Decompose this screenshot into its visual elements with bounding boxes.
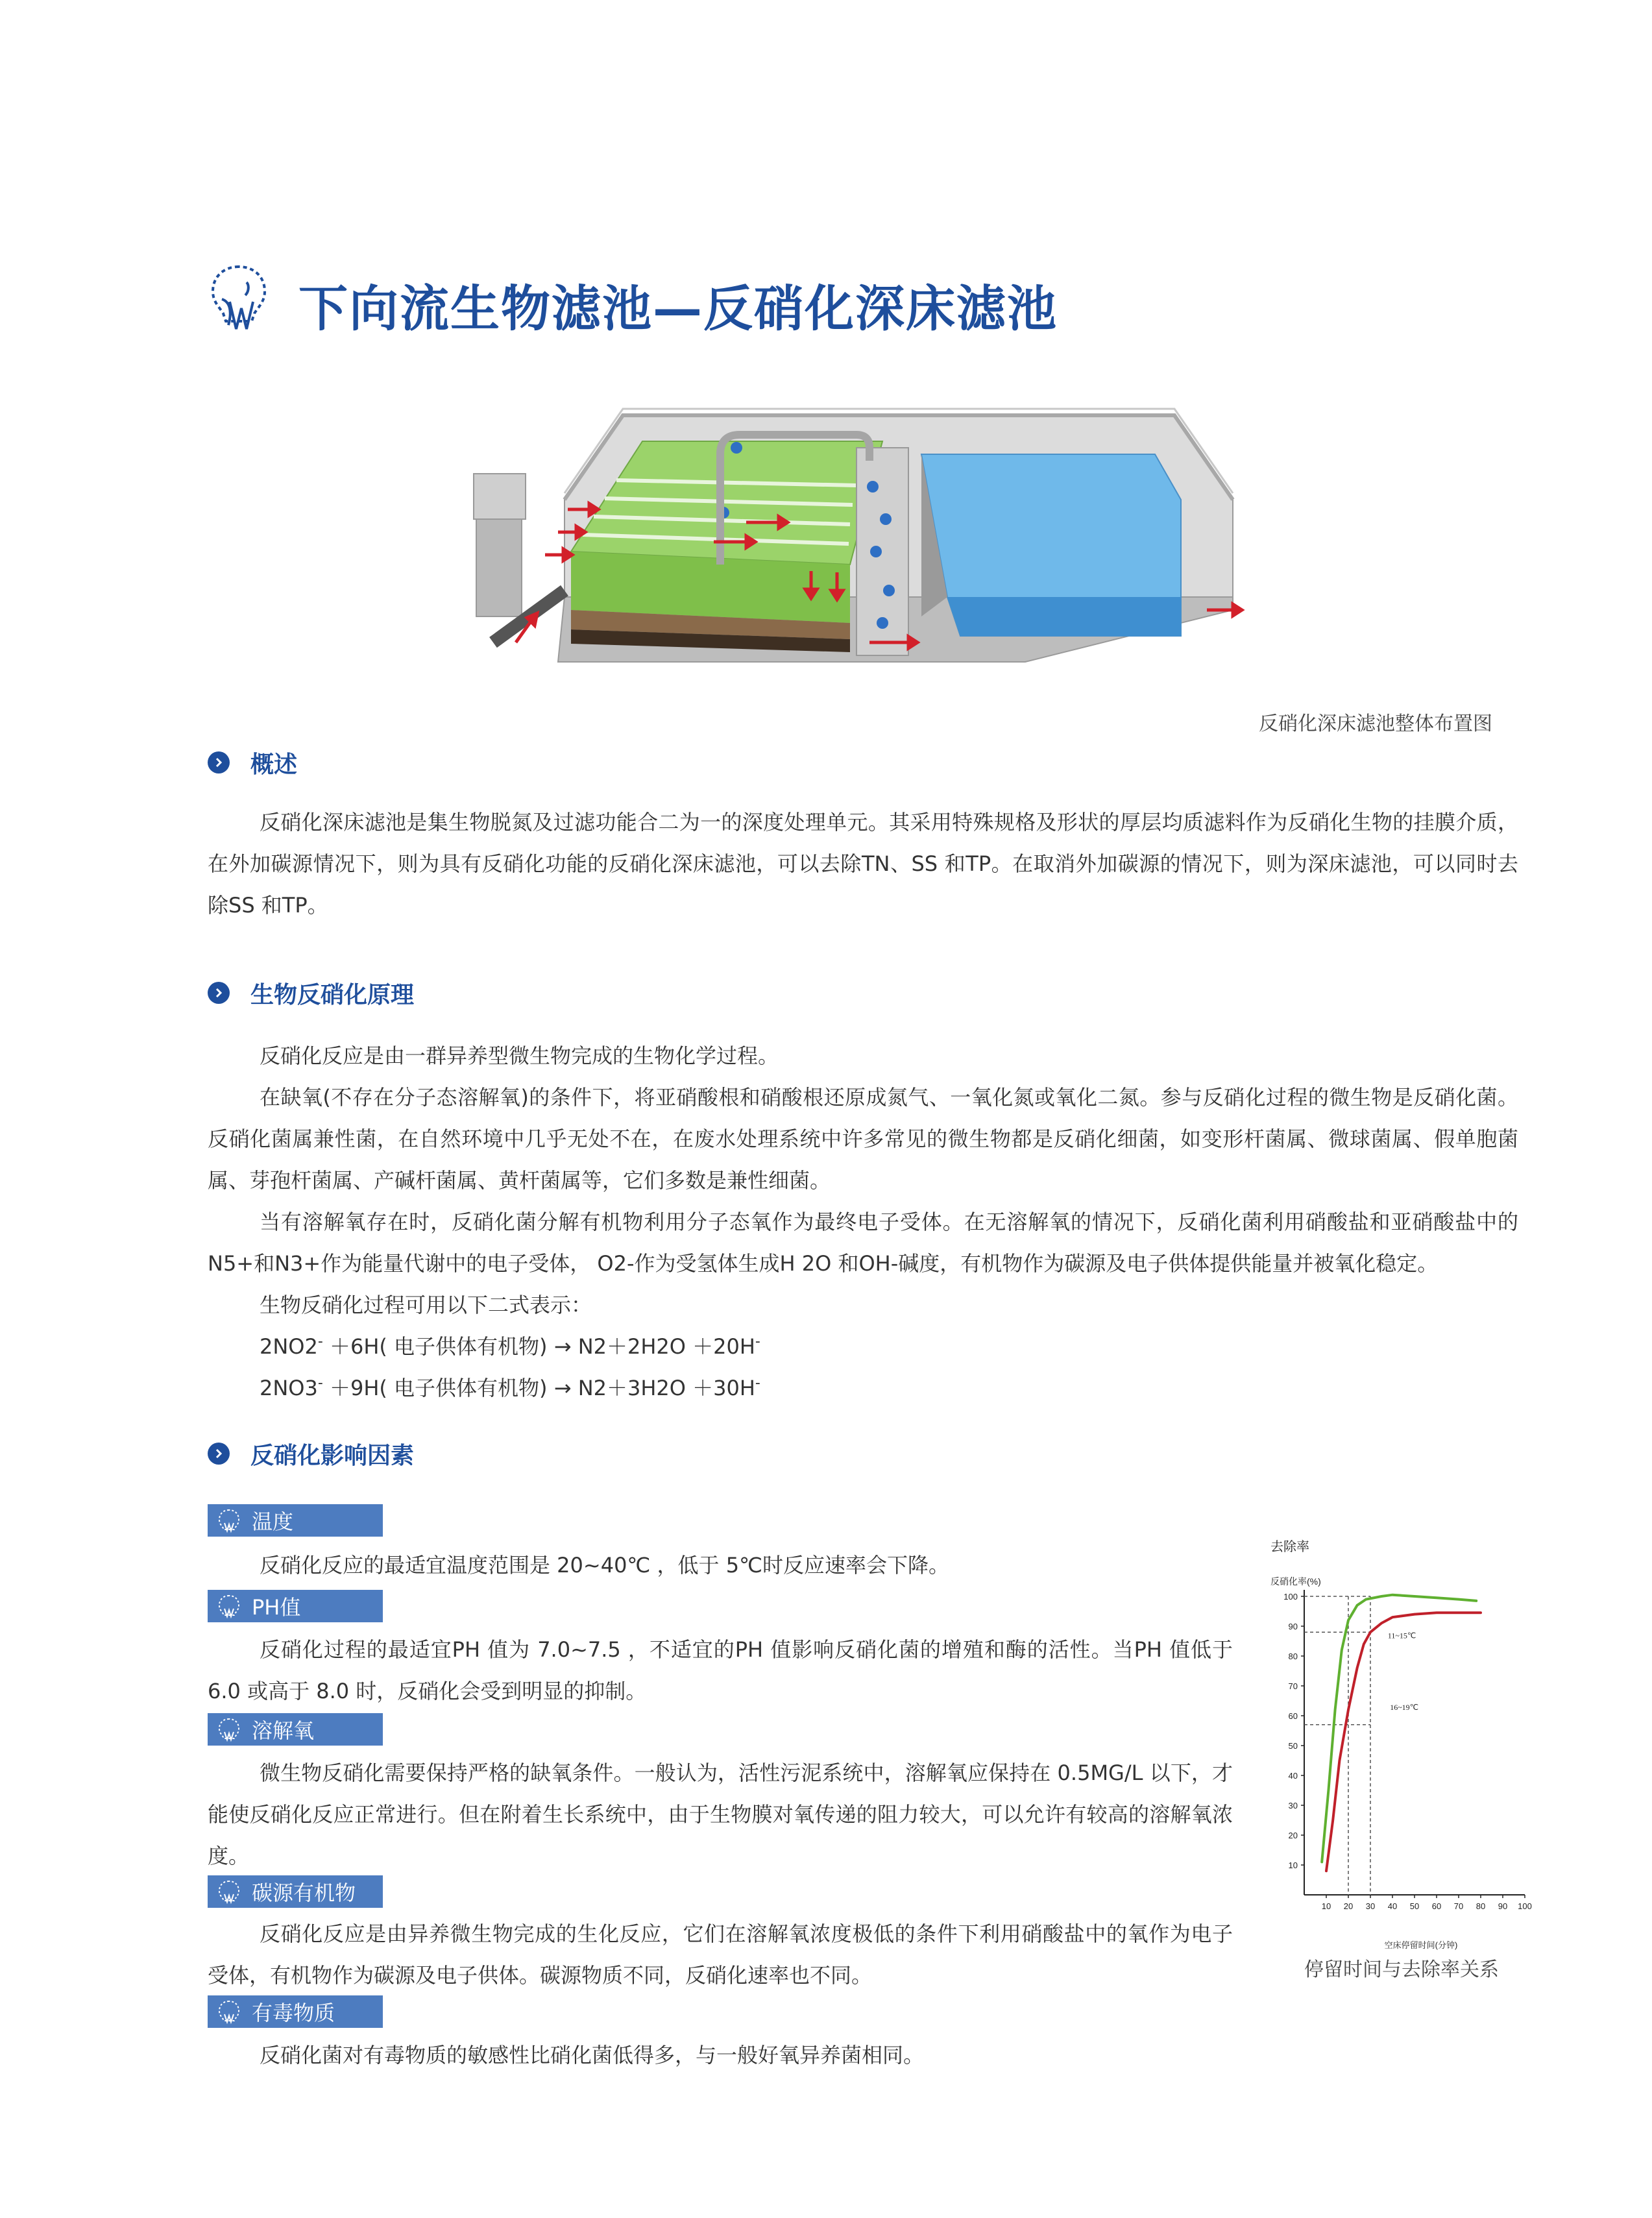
chevron-right-icon <box>208 982 230 1004</box>
x-tick-label: 80 <box>1476 1901 1486 1911</box>
section-title: 生物反硝化原理 <box>250 981 415 1008</box>
y-axis-label: 反硝化率(%) <box>1270 1576 1321 1587</box>
lightbulb-icon <box>214 1507 244 1533</box>
lightbulb-icon <box>214 1716 244 1742</box>
overview-paragraph: 反硝化深床滤池是集生物脱氮及过滤功能合二为一的深度处理单元。其采用特殊规格及形状的厚层均质滤料作为反硝化生物的挂膜介质，在外加碳源情况下，则为具有反硝化功能的反硝化深床滤池，可以去除TN、SS 和TP。在取消外加碳源的情况下，则为深床滤池，可以同时去除SS 和TP。 <box>208 810 1518 918</box>
filter-layout-illustration <box>467 402 1259 714</box>
chevron-right-icon <box>208 1443 230 1465</box>
factor-label-ph: PH值 <box>208 1590 383 1622</box>
chevron-right-icon <box>208 751 230 774</box>
section-factors-header <box>208 1437 414 1470</box>
section-principle-header <box>208 977 414 1009</box>
y-tick-label: 10 <box>1288 1860 1298 1870</box>
retention-removal-chart <box>1265 1531 1538 1950</box>
principle-paragraph-1: 反硝化反应是由一群异养型微生物完成的生物化学过程。 <box>260 1043 779 1068</box>
y-tick-label: 80 <box>1288 1651 1298 1661</box>
series-label: 16~19℃ <box>1390 1702 1419 1712</box>
x-tick-label: 40 <box>1387 1901 1398 1911</box>
factor-label-dissolved-oxygen: 溶解氧 <box>208 1713 383 1746</box>
lightbulb-icon <box>214 1593 244 1619</box>
x-axis-label: 空床停留时间(分钟) <box>1384 1940 1458 1950</box>
x-tick-label: 30 <box>1365 1901 1376 1911</box>
y-tick-label: 40 <box>1288 1771 1298 1781</box>
y-tick-label: 50 <box>1288 1741 1298 1751</box>
principle-paragraph-3: 当有溶解氧存在时，反硝化菌分解有机物利用分子态氧作为最终电子受体。在无溶解氧的情况下，反硝化菌利用硝酸盐和亚硝酸盐中的N5+和N3+作为能量代谢中的电子受体， O2-作为受氢体生成H 2O 和OH-碱度，有机物作为碳源及电子供体提供能量并被氧化稳定。 <box>208 1210 1518 1276</box>
page-title: 下向流生物滤池—反硝化深床滤池 <box>298 280 1058 337</box>
factor-text-temperature: 反硝化反应的最适宜温度范围是 20~40℃ ，低于 5℃时反应速率会下降。 <box>260 1553 950 1578</box>
lightbulb-icon <box>214 1999 244 2025</box>
x-tick-label: 20 <box>1343 1901 1354 1911</box>
x-tick-label: 100 <box>1518 1901 1532 1911</box>
principle-paragraph-2: 在缺氧(不存在分子态溶解氧)的条件下，将亚硝酸根和硝酸根还原成氮气、一氧化氮或氧化二氮。参与反硝化过程的微生物是反硝化菌。反硝化菌属兼性菌，在自然环境中几乎无处不在，在废水处理系统中许多常见的微生物都是反硝化细菌，如变形杆菌属、微球菌属、假单胞菌属、芽孢杆菌属、产碱杆菌属、黄杆菌属等，它们多数是兼性细菌。 <box>208 1085 1518 1193</box>
lightbulb-icon <box>206 263 271 334</box>
y-tick-label: 60 <box>1288 1711 1298 1721</box>
y-tick-label: 20 <box>1288 1831 1298 1840</box>
section-title: 反硝化影响因素 <box>250 1442 415 1469</box>
y-tick-label: 70 <box>1288 1681 1298 1691</box>
section-title: 概述 <box>250 751 298 778</box>
x-tick-label: 70 <box>1453 1901 1464 1911</box>
factor-text-dissolved-oxygen: 微生物反硝化需要保持严格的缺氧条件。一般认为，活性污泥系统中，溶解氧应保持在 0.5MG/L 以下，才能使反硝化反应正常进行。但在附着生长系统中，由于生物膜对氧传递的阻力较大，可以允许有较高的溶解氧浓度。 <box>208 1761 1233 1868</box>
factor-label-temperature: 温度 <box>208 1504 383 1537</box>
series-label: 11~15℃ <box>1387 1631 1416 1640</box>
x-tick-label: 60 <box>1431 1901 1442 1911</box>
chart-title: 去除率 <box>1270 1540 1309 1554</box>
hero-caption: 反硝化深床滤池整体布置图 <box>1259 713 1492 735</box>
x-tick-label: 50 <box>1409 1901 1420 1911</box>
factor-text-toxic-substances: 反硝化菌对有毒物质的敏感性比硝化菌低得多，与一般好氧异养菌相同。 <box>260 2043 925 2067</box>
factor-label-carbon-source: 碳源有机物 <box>208 1875 383 1908</box>
x-tick-label: 90 <box>1498 1901 1508 1911</box>
chart-caption: 停留时间与去除率关系 <box>1304 1958 1499 1981</box>
x-tick-label: 10 <box>1321 1901 1331 1911</box>
lightbulb-icon <box>214 1879 244 1905</box>
factor-text-ph: 反硝化过程的最适宜PH 值为 7.0~7.5 ，不适宜的PH 值影响反硝化菌的增殖和酶的活性。当PH 值低于 6.0 或高于 8.0 时，反硝化会受到明显的抑制。 <box>208 1637 1233 1703</box>
principle-paragraph-4: 生物反硝化过程可用以下二式表示： <box>260 1293 592 1317</box>
y-tick-label: 100 <box>1283 1592 1298 1602</box>
section-overview-header <box>208 746 297 779</box>
y-tick-label: 90 <box>1288 1622 1298 1631</box>
factor-label-toxic-substances: 有毒物质 <box>208 1995 383 2028</box>
factor-text-carbon-source: 反硝化反应是由异养微生物完成的生化反应，它们在溶解氧浓度极低的条件下利用硝酸盐中的氧作为电子受体，有机物作为碳源及电子供体。碳源物质不同，反硝化速率也不同。 <box>208 1921 1233 1988</box>
equation-1: 2NO2- ＋6H( 电子供体有机物) → N2＋2H2O ＋20H- <box>260 1334 760 1359</box>
y-tick-label: 30 <box>1288 1801 1298 1810</box>
equation-2: 2NO3- ＋9H( 电子供体有机物) → N2＋3H2O ＋30H- <box>260 1375 760 1400</box>
